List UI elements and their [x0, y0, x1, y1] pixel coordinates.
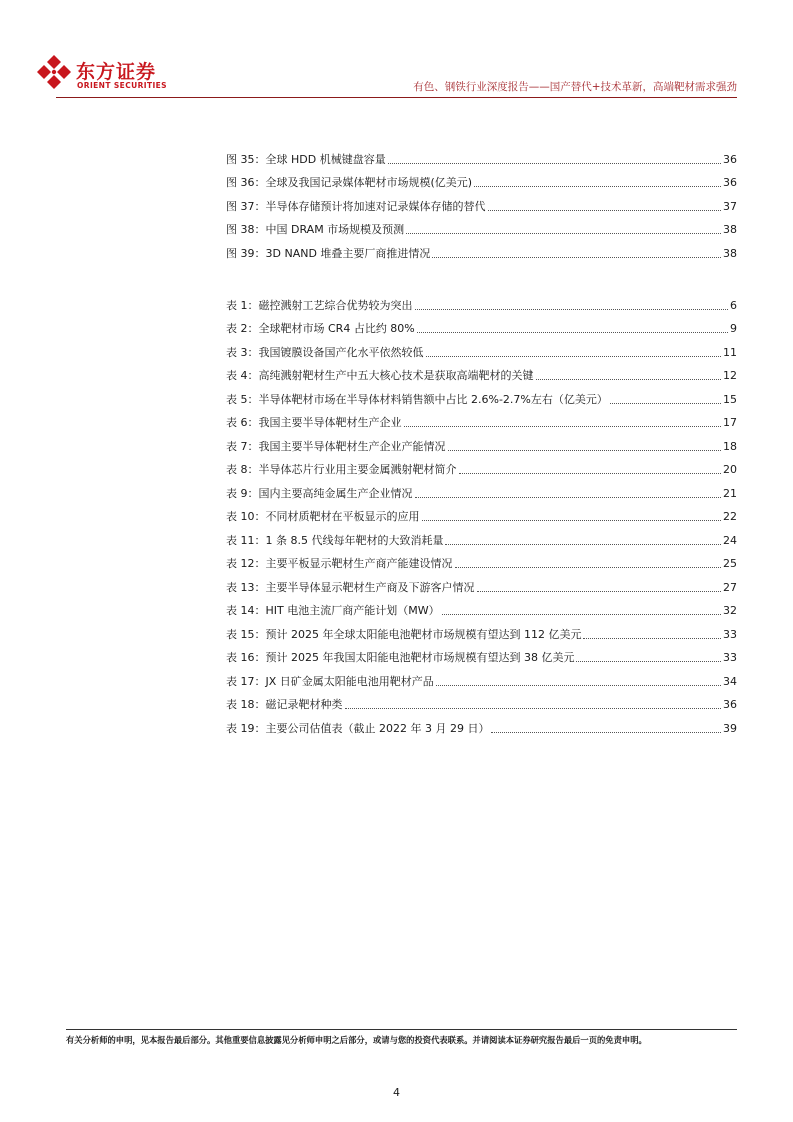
table-title: 国内主要高纯金属生产企业情况	[258, 486, 413, 500]
figure-label: 图 39：	[226, 246, 266, 260]
dot-leader	[474, 186, 721, 187]
header-divider	[56, 97, 737, 98]
table-title: 我国主要半导体靶材生产企业产能情况	[258, 439, 446, 453]
figure-page-number: 38	[723, 246, 737, 260]
table-page-number: 39	[723, 721, 737, 735]
table-entry[interactable]	[226, 407, 737, 431]
table-title: 不同材质靶材在平板显示的应用	[265, 510, 420, 523]
figure-title: 全球 HDD 机械键盘容量	[265, 152, 386, 166]
table-entry[interactable]	[226, 289, 737, 313]
table-title: 磁控溅射工艺综合优势较为突出	[258, 298, 413, 312]
table-entry[interactable]	[226, 689, 737, 713]
table-label: 表 13：	[226, 580, 266, 594]
table-title: 主要半导体显示靶材生产商及下游客户情况	[265, 580, 475, 594]
table-title: 主要公司估值表（截止 2022 年 3 月 29 日）	[265, 721, 490, 735]
figure-entry[interactable]	[226, 167, 737, 191]
table-page-number: 33	[723, 651, 737, 664]
dot-leader	[536, 379, 722, 380]
table-page-number: 21	[723, 486, 737, 500]
figure-entry[interactable]	[226, 214, 737, 238]
figure-entry[interactable]	[226, 143, 737, 167]
table-page-number: 11	[723, 345, 737, 359]
table-page-number: 20	[723, 463, 737, 476]
table-entry[interactable]	[226, 665, 737, 689]
table-label: 表 10：	[226, 510, 266, 523]
table-title: JX 日矿金属太阳能电池用靶材产品	[265, 674, 434, 688]
table-label: 表 4：	[226, 369, 259, 382]
company-logo	[36, 54, 176, 94]
dot-leader	[436, 685, 721, 686]
table-label: 表 19：	[226, 721, 266, 735]
dot-leader	[583, 638, 721, 639]
table-page-number: 27	[723, 580, 737, 594]
dot-leader	[610, 403, 721, 404]
table-label: 表 5：	[226, 392, 259, 406]
table-title: 1 条 8.5 代线每年靶材的大致消耗量	[265, 533, 444, 547]
dot-leader	[576, 661, 721, 662]
figure-page-number: 38	[723, 223, 737, 236]
dot-leader	[448, 450, 722, 451]
table-title: 半导体靶材市场在半导体材料销售额中占比 2.6%-2.7%左右（亿美元）	[258, 392, 608, 406]
table-entry[interactable]	[226, 313, 737, 337]
table-label: 表 8：	[226, 463, 259, 476]
table-label: 表 15：	[226, 627, 266, 641]
report-title: 有色、钢铁行业深度报告——国产替代+技术革新，高端靶材需求强劲	[413, 81, 737, 93]
table-label: 表 14：	[226, 604, 266, 617]
figure-title: 3D NAND 堆叠主要厂商推进情况	[265, 246, 431, 260]
dot-leader	[404, 426, 722, 427]
table-page-number: 12	[723, 369, 737, 382]
page-number: 4	[393, 1086, 400, 1099]
figure-title: 全球及我国记录媒体靶材市场规模(亿美元)	[265, 176, 473, 189]
table-entry[interactable]	[226, 430, 737, 454]
footer-disclaimer: 有关分析师的申明，见本报告最后部分。其他重要信息披露见分析师申明之后部分，或请与您的投资代表联系。并请阅读本证券研究报告最后一页的免责申明。	[66, 1035, 647, 1045]
dot-leader	[455, 567, 722, 568]
table-title: 预计 2025 年我国太阳能电池靶材市场规模有望达到 38 亿美元	[265, 651, 575, 664]
table-label: 表 11：	[226, 533, 266, 547]
table-page-number: 17	[723, 416, 737, 429]
table-title: 我国主要半导体靶材生产企业	[258, 416, 402, 429]
table-page-number: 36	[723, 698, 737, 711]
table-title: 全球靶材市场 CR4 占比约 80%	[258, 322, 415, 335]
figure-entry[interactable]	[226, 190, 737, 214]
table-page-number: 34	[723, 674, 737, 688]
dot-leader	[345, 708, 722, 709]
table-page-number: 18	[723, 439, 737, 453]
table-label: 表 18：	[226, 698, 266, 711]
dot-leader	[445, 544, 721, 545]
figure-label: 图 38：	[226, 223, 266, 236]
table-label: 表 17：	[226, 674, 266, 688]
dot-leader	[491, 732, 721, 733]
table-page-number: 15	[723, 392, 737, 406]
table-list	[226, 289, 737, 736]
figure-page-number: 36	[723, 152, 737, 166]
footer-divider	[66, 1029, 737, 1030]
table-page-number: 24	[723, 533, 737, 547]
table-title: 半导体芯片行业用主要金属溅射靶材简介	[258, 463, 457, 476]
orient-securities-logo-icon	[36, 54, 72, 90]
table-title: 预计 2025 年全球太阳能电池靶材市场规模有望达到 112 亿美元	[265, 627, 582, 641]
figure-page-number: 36	[723, 176, 737, 189]
table-title: 磁记录靶材种类	[265, 698, 343, 711]
figure-title: 半导体存储预计将加速对记录媒体存储的替代	[265, 199, 486, 213]
table-entry[interactable]	[226, 548, 737, 572]
table-page-number: 33	[723, 627, 737, 641]
logo-english-name: ORIENT SECURITIES	[77, 81, 167, 90]
dot-leader	[488, 210, 722, 211]
dot-leader	[477, 591, 722, 592]
dot-leader	[417, 332, 728, 333]
table-page-number: 32	[723, 604, 737, 617]
table-title: HIT 电池主流厂商产能计划（MW）	[265, 604, 440, 617]
table-entry[interactable]	[226, 618, 737, 642]
dot-leader	[406, 233, 721, 234]
table-entry[interactable]	[226, 642, 737, 666]
figure-entry[interactable]	[226, 237, 737, 261]
figure-label: 图 36：	[226, 176, 266, 189]
table-entry[interactable]	[226, 360, 737, 384]
table-title: 高纯溅射靶材生产中五大核心技术是获取高端靶材的关键	[258, 369, 534, 382]
table-label: 表 12：	[226, 557, 266, 570]
table-label: 表 9：	[226, 486, 259, 500]
dot-leader	[432, 257, 721, 258]
dot-leader	[415, 309, 729, 310]
table-page-number: 25	[723, 557, 737, 570]
figure-list	[226, 143, 737, 261]
table-label: 表 7：	[226, 439, 259, 453]
table-label: 表 2：	[226, 322, 259, 335]
table-entry[interactable]	[226, 454, 737, 478]
logo-chinese-name: 东方证券	[76, 61, 157, 83]
table-label: 表 16：	[226, 651, 266, 664]
table-entry[interactable]	[226, 571, 737, 595]
figure-page-number: 37	[723, 199, 737, 213]
table-page-number: 9	[730, 322, 737, 335]
table-entry[interactable]	[226, 712, 737, 736]
table-title: 主要平板显示靶材生产商产能建设情况	[265, 557, 453, 570]
table-entry[interactable]	[226, 595, 737, 619]
dot-leader	[442, 614, 721, 615]
table-title: 我国镀膜设备国产化水平依然较低	[258, 345, 424, 359]
dot-leader	[422, 520, 722, 521]
table-label: 表 6：	[226, 416, 259, 429]
figure-label: 图 35：	[226, 152, 266, 166]
dot-leader	[388, 163, 721, 164]
table-entry[interactable]	[226, 336, 737, 360]
table-entry[interactable]	[226, 524, 737, 548]
dot-leader	[426, 356, 722, 357]
dot-leader	[415, 497, 722, 498]
table-entry[interactable]	[226, 501, 737, 525]
table-label: 表 1：	[226, 298, 259, 312]
dot-leader	[459, 473, 722, 474]
table-entry[interactable]	[226, 477, 737, 501]
figure-label: 图 37：	[226, 199, 266, 213]
table-page-number: 22	[723, 510, 737, 523]
table-page-number: 6	[730, 298, 737, 312]
table-label: 表 3：	[226, 345, 259, 359]
table-entry[interactable]	[226, 383, 737, 407]
figure-title: 中国 DRAM 市场规模及预测	[265, 223, 405, 236]
